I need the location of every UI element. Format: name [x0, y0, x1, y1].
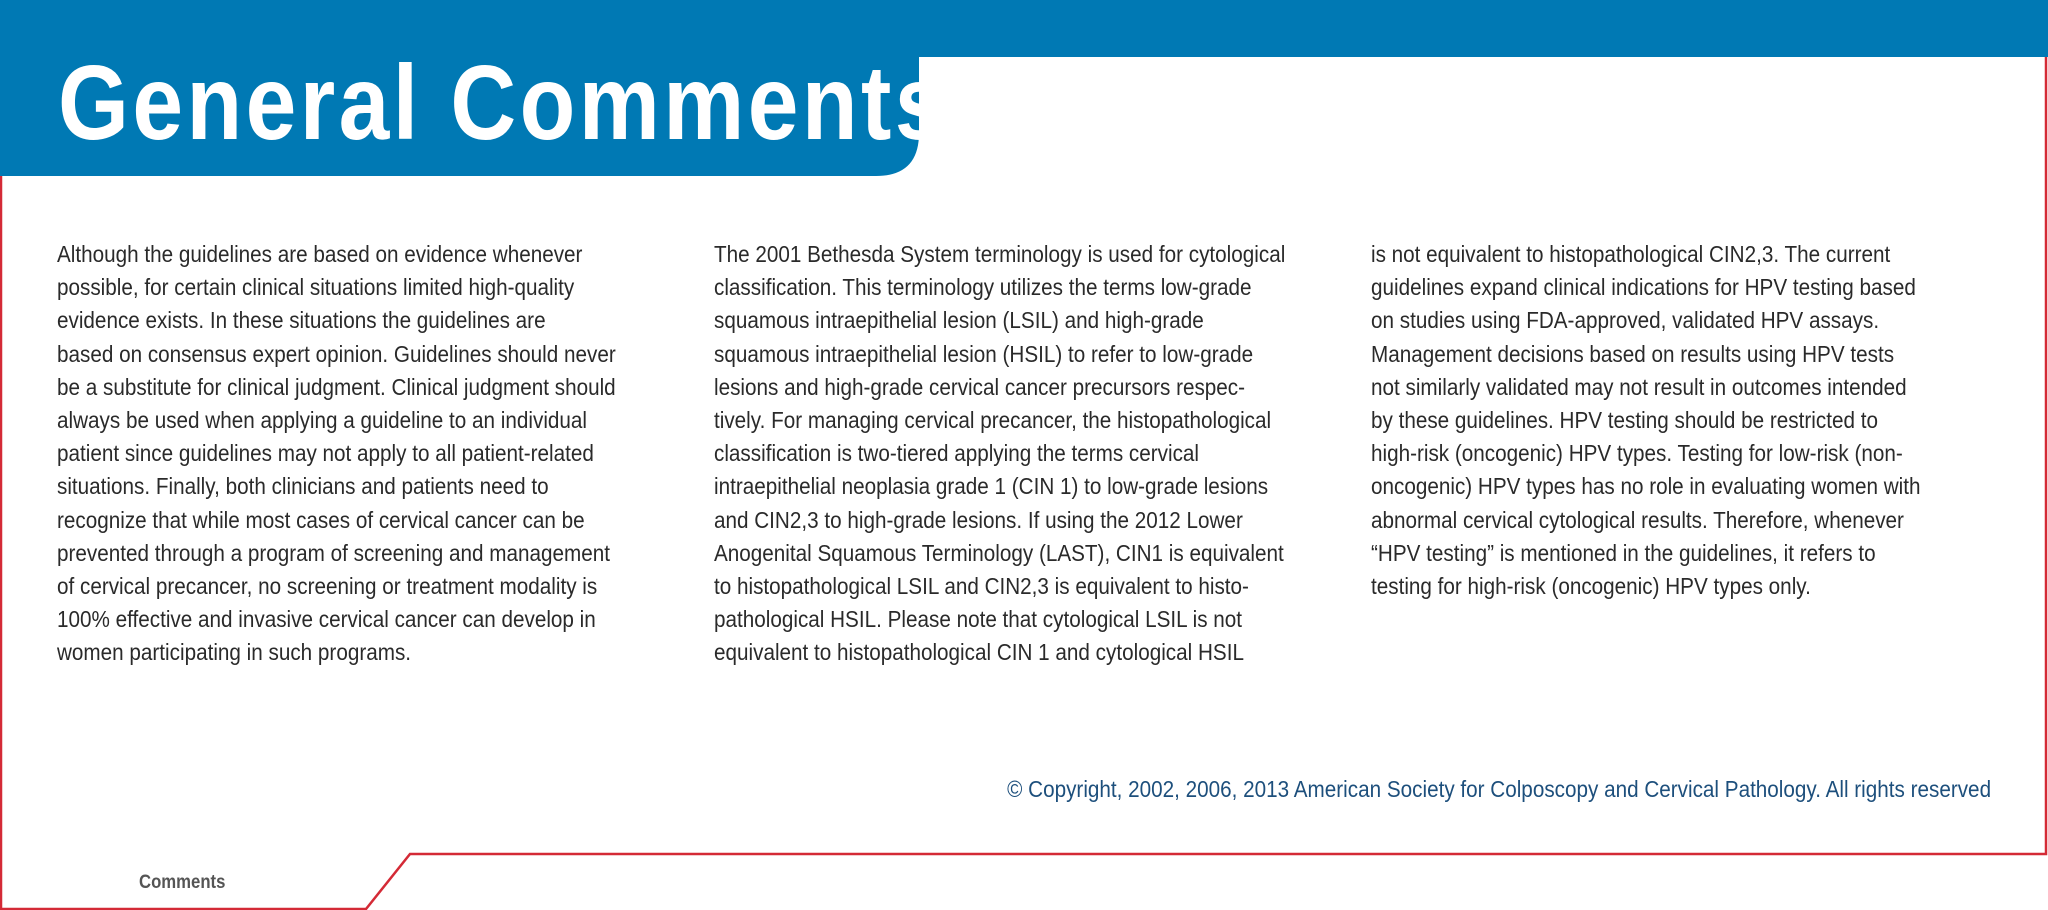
text-line: 100% effective and invasive cervical cancer can develop in: [57, 606, 596, 633]
text-line: based on consensus expert opinion. Guidelines should never: [57, 340, 616, 367]
text-line: not similarly validated may not result in outcomes intended: [1371, 373, 1907, 400]
text-line: tively. For managing cervical precancer, the histopathological: [714, 407, 1272, 434]
text-line: high-risk (oncogenic) HPV types. Testing for low-risk (non-: [1371, 440, 1903, 467]
text-line: possible, for certain clinical situations limited high-quality: [57, 274, 575, 301]
text-line: pathological HSIL. Please note that cytological LSIL is not: [714, 606, 1243, 633]
text-line: Although the guidelines are based on evidence whenever: [57, 241, 583, 267]
text-line: equivalent to histopathological CIN 1 and cytological HSIL: [714, 639, 1244, 666]
page-title: General Comments: [58, 44, 949, 162]
text-line: recognize that while most cases of cervical cancer can be: [57, 506, 585, 533]
text-line: Management decisions based on results using HPV tests: [1371, 340, 1895, 367]
text-line: patient since guidelines may not apply to all patient-related: [57, 440, 594, 467]
text-line: situations. Finally, both clinicians and patients need to: [57, 473, 549, 500]
text-line: on studies using FDA-approved, validated HPV assays.: [1371, 307, 1880, 334]
text-line: to histopathological LSIL and CIN2,3 is equivalent to histo-: [714, 573, 1249, 600]
text-line: Anogenital Squamous Terminology (LAST), CIN1 is equivalent: [714, 539, 1284, 566]
text-column-2: [714, 238, 1286, 670]
text-line: oncogenic) HPV types has no role in evaluating women with: [1371, 473, 1921, 500]
copyright-notice: © Copyright, 2002, 2006, 2013 American Society for Colposcopy and Cervical Pathology. All rights reserved: [1007, 776, 1991, 802]
text-line: by these guidelines. HPV testing should be restricted to: [1371, 407, 1878, 434]
text-line: prevented through a program of screening and management: [57, 539, 610, 566]
text-column-1: [57, 238, 620, 670]
text-line: “HPV testing” is mentioned in the guidelines, it refers to: [1371, 539, 1876, 566]
text-line: classification is two-tiered applying the terms cervical: [714, 440, 1200, 467]
text-line: abnormal cervical cytological results. Therefore, whenever: [1371, 506, 1904, 533]
text-line: women participating in such programs.: [57, 639, 412, 666]
text-line: be a substitute for clinical judgment. Clinical judgment should: [57, 373, 616, 400]
text-line: squamous intraepithelial lesion (LSIL) and high-grade: [714, 307, 1204, 334]
text-line: of cervical precancer, no screening or treatment modality is: [57, 573, 598, 600]
text-line: testing for high-risk (oncogenic) HPV types only.: [1371, 573, 1811, 600]
text-line: and CIN2,3 to high-grade lesions. If using the 2012 Lower: [714, 506, 1243, 533]
text-line: The 2001 Bethesda System terminology is used for cytological: [714, 241, 1286, 267]
text-line: evidence exists. In these situations the guidelines are: [57, 307, 546, 334]
text-line: lesions and high-grade cervical cancer precursors respec-: [714, 373, 1246, 400]
text-line: squamous intraepithelial lesion (HSIL) to refer to low-grade: [714, 340, 1254, 367]
text-line: classification. This terminology utilizes the terms low-grade: [714, 274, 1252, 301]
text-column-3: [1371, 238, 1934, 603]
footer-section-label: Comments: [139, 872, 226, 893]
text-line: guidelines expand clinical indications for HPV testing based: [1371, 274, 1916, 301]
text-line: is not equivalent to histopathological CIN2,3. The current: [1371, 241, 1891, 267]
text-line: intraepithelial neoplasia grade 1 (CIN 1) to low-grade lesions: [714, 473, 1269, 500]
text-line: always be used when applying a guideline to an individual: [57, 407, 588, 434]
